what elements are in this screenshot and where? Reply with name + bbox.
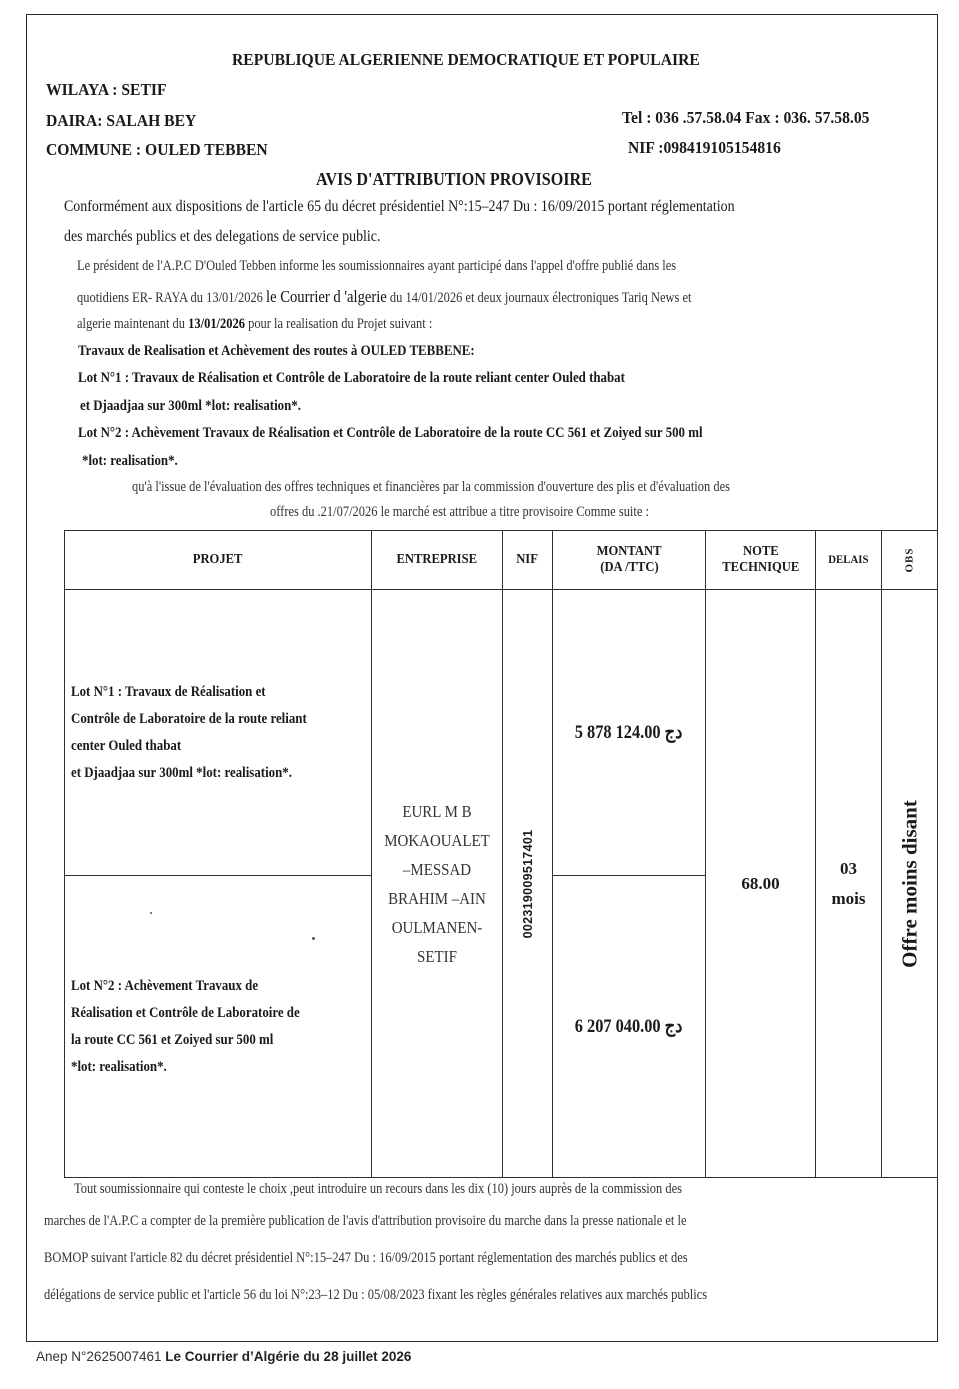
lot1-montant: 5 878 124.00 دج bbox=[575, 722, 683, 743]
anep-line bbox=[36, 1349, 411, 1364]
lot2-line-2: *lot: realisation*. bbox=[82, 453, 178, 469]
speck-mark bbox=[150, 912, 152, 914]
table-header-row bbox=[65, 531, 938, 590]
footer-line-1: Tout soumissionnaire qui conteste le choix ,peut introduire un recours dans les dix (10) jours auprès de la commission des bbox=[74, 1181, 682, 1197]
wilaya-label: WILAYA : SETIF bbox=[46, 80, 167, 99]
col-header-projet: PROJET bbox=[65, 531, 372, 590]
anep-publication: Le Courrier d’Algérie du 28 juillet 2026 bbox=[165, 1349, 412, 1364]
obs-cell bbox=[882, 590, 938, 1178]
commune-label: COMMUNE : OULED TEBBEN bbox=[46, 140, 268, 159]
footer-line-4: délégations de service public et l'article 56 du loi N°:23–12 Du : 05/08/2023 fixant les règles générales relatives aux marchés publics bbox=[44, 1287, 708, 1303]
lot2-montant-cell bbox=[553, 876, 706, 1178]
lot2-line-1: Lot N°2 : Achèvement Travaux de Réalisation et Contrôle de Laboratoire de la route CC 561 et Zoiyed sur 500 ml bbox=[78, 425, 703, 441]
eval-line-2: offres du .21/07/2026 le marché est attribue a titre provisoire Comme suite : bbox=[270, 504, 649, 520]
anep-ref: Anep N°2625007461 bbox=[36, 1349, 162, 1364]
col-header-note: NOTE TECHNIQUE bbox=[706, 531, 816, 590]
intro-line-4 bbox=[77, 287, 691, 307]
footer-line-3: BOMOP suivant l'article 82 du décret présidentiel N°:15–247 Du : 16/09/2015 portant réglementation des marchés publics et des bbox=[44, 1250, 688, 1266]
speck-mark bbox=[312, 937, 315, 940]
intro-line-2: des marchés publics et des delegations de service public. bbox=[64, 228, 381, 245]
delais-number: 03 bbox=[840, 858, 857, 878]
notice-title: AVIS D'ATTRIBUTION PROVISOIRE bbox=[316, 169, 592, 189]
intro-line-4b: le Courrier d 'algerie bbox=[266, 287, 387, 306]
note-value: 68.00 bbox=[741, 873, 780, 893]
intro-line-3: Le président de l'A.P.C D'Ouled Tebben informe les soumissionnaires ayant participé dans l'appel d'offre publié dans les bbox=[77, 258, 677, 274]
tel-fax: Tel : 036 .57.58.04 Fax : 036. 57.58.05 bbox=[622, 108, 870, 127]
lot1-projet-cell: Lot N°1 : Travaux de Réalisation et Contrôle de Laboratoire de la route reliant center Ouled thabat et Djaadjaa sur 300ml *lot: realisation*. bbox=[65, 590, 372, 876]
delais-cell bbox=[816, 590, 882, 1178]
intro-line-5 bbox=[77, 316, 432, 333]
intro-line-5a: algerie maintenant du bbox=[77, 316, 186, 332]
col-header-entreprise: ENTREPRISE bbox=[372, 531, 503, 590]
col-header-montant: MONTANT (DA /TTC) bbox=[553, 531, 706, 590]
obs-value: Offre moins disant bbox=[897, 799, 921, 968]
note-cell bbox=[706, 590, 816, 1178]
footer-line-2: marches de l'A.P.C a compter de la première publication de l'avis d'attribution provisoire du marche dans la presse nationale et le bbox=[44, 1213, 687, 1229]
republic-heading: REPUBLIQUE ALGERIENNE DEMOCRATIQUE ET POPULAIRE bbox=[232, 50, 700, 69]
intro-line-4c: du 14/01/2026 et deux journaux électroniques Tariq News et bbox=[389, 290, 692, 306]
daira-label: DAIRA: SALAH BEY bbox=[46, 111, 197, 130]
delais-unit: mois bbox=[831, 888, 866, 908]
project-title: Travaux de Realisation et Achèvement des routes à OULED TEBBENE: bbox=[78, 343, 475, 359]
nif-value: 002319009517401 bbox=[520, 829, 535, 938]
lot2-projet-cell: Lot N°2 : Achèvement Travaux de Réalisation et Contrôle de Laboratoire de la route CC 561 et Zoiyed sur 500 ml *lot: realisation*. bbox=[65, 876, 372, 1178]
lot1-montant-cell bbox=[553, 590, 706, 876]
intro-line-4a: quotidiens ER- RAYA du 13/01/2026 bbox=[77, 290, 263, 306]
col-header-nif: NIF bbox=[503, 531, 553, 590]
eval-line-1: qu'à l'issue de l'évaluation des offres techniques et financières par la commission d'ouverture des plis et d'évaluation des bbox=[132, 479, 730, 495]
lot2-montant: 6 207 040.00 دج bbox=[575, 1016, 683, 1037]
award-table bbox=[64, 530, 938, 1178]
lot1-line-1: Lot N°1 : Travaux de Réalisation et Contrôle de Laboratoire de la route reliant center Ouled thabat bbox=[78, 370, 625, 386]
nif-cell bbox=[503, 590, 553, 1178]
nif-header: NIF :098419105154816 bbox=[628, 138, 781, 157]
lot1-line-2: et Djaadjaa sur 300ml *lot: realisation*. bbox=[80, 398, 301, 414]
entreprise-cell: EURL M B MOKAOUALET –MESSAD BRAHIM –AIN OULMANEN- SETIF bbox=[372, 590, 503, 1178]
col-header-obs: OBS bbox=[882, 531, 938, 590]
intro-line-5b: 13/01/2026 bbox=[188, 316, 245, 332]
intro-line-1: Conformément aux dispositions de l'article 65 du décret présidentiel N°:15–247 Du : 16/09/2015 portant réglementation bbox=[64, 198, 735, 215]
intro-line-5c: pour la realisation du Projet suivant : bbox=[248, 316, 433, 332]
col-header-delais: DELAIS bbox=[816, 531, 882, 590]
table-row bbox=[65, 590, 938, 876]
